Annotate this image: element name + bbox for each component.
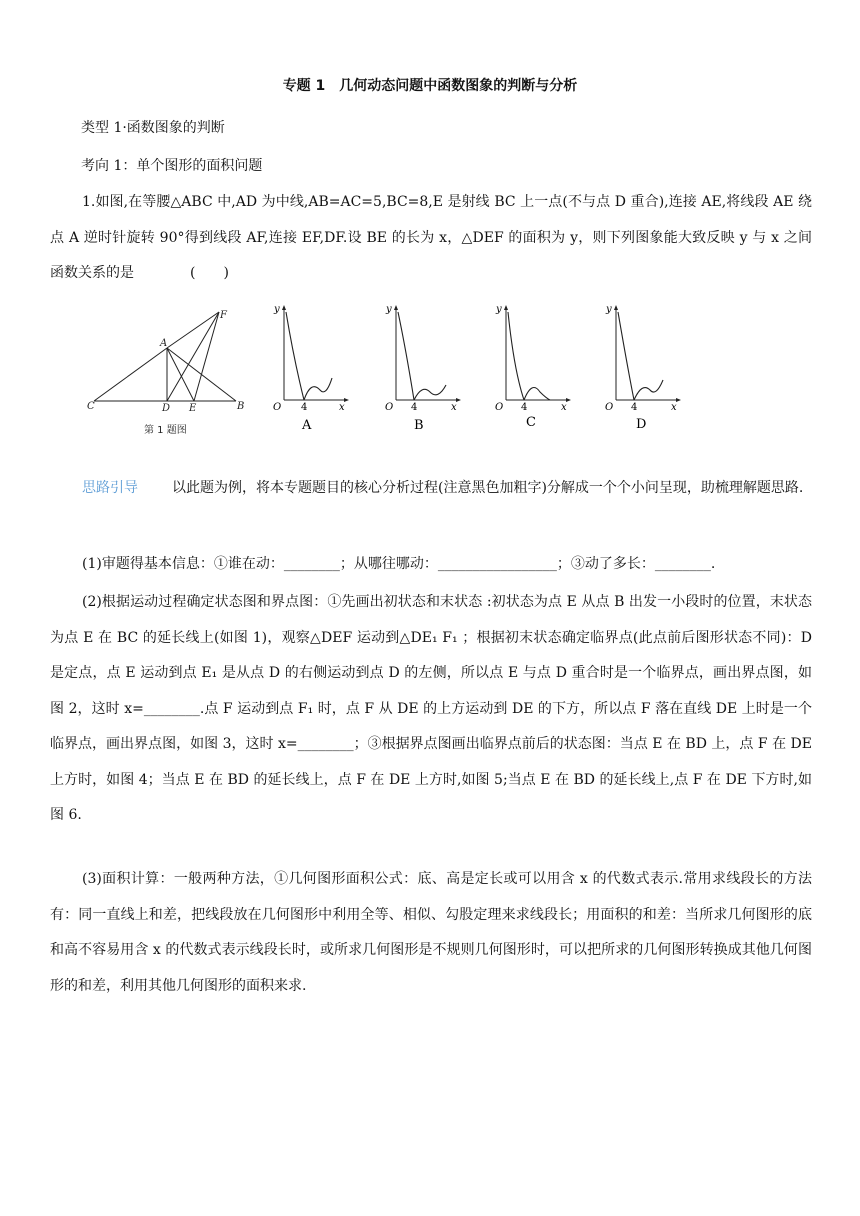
point-label-f: F [220, 310, 227, 321]
graph-d-origin-label: O [605, 402, 614, 413]
graph-b-x-label: x [451, 402, 457, 413]
graph-b-option-label: B [414, 418, 424, 433]
question-text [50, 185, 812, 292]
question-figures [84, 300, 694, 450]
graph-a [273, 304, 349, 433]
paragraph-2-text: (2)根据运动过程确定状态图和界点图：①先画出初状态和末状态 :初状态为点 E 从点 B 出发一小段时的位置，末状态为点 E 在 BC 的延长线上(如图 1)，观察△DEF 运动到△DE₁ F₁ ；根据初末状态确定临界点(此点前后图形状态不同)：D 是定点，点 E 运动到点 E₁ 是从点 D 的右侧运动到点 D 的左侧，所以点 E 与点 D 重合时是一个临界点，画出界点图，如图 2，这时 x=________.点 F 运动到点 F₁ 时，点 F 从 DE 的上方运动到 DE 的下方，所以点 F 落在直线 DE 上时是一个临界点，画出界点图，如图 3，这时 x=________；③根据界点图画出临界点前后的状态图：当点 E 在 BD 上，点 F 在 DE 上方时，如图 4；当点 E 在 BD 的延长线上，点 F 在 DE 上方时,如图 5;当点 E 在 BD 的延长线上,点 F 在 DE 下方时,如图 6. [50, 594, 812, 823]
point-label-b: B [237, 401, 245, 412]
graph-a-option-label: A [302, 418, 312, 433]
paragraph-3 [50, 862, 812, 1004]
graph-d-tick-label: 4 [631, 402, 638, 413]
graph-c-tick-label: 4 [521, 402, 528, 413]
graph-a-x-label: x [339, 402, 345, 413]
page-title: 专题 1 几何动态问题中函数图象的判断与分析 [282, 78, 578, 94]
point-label-a: A [160, 338, 168, 349]
direction-heading: 考向 1：单个图形的面积问题 [81, 158, 263, 174]
question-body: 1.如图,在等腰△ABC 中,AD 为中线,AB=AC=5,BC=8,E 是射线 BC 上一点(不与点 D 重合),连接 AE,将线段 AE 绕点 A 逆时针旋转 90°得到线段 AF,连接 EF,DF.设 BE 的长为 x，△DEF 的面积为 y，则下列图象能大致反映 y 与 x 之间函数关系的是 ( ) [50, 194, 812, 281]
graph-d-x-label: x [671, 402, 677, 413]
graph-d-option-label: D [636, 417, 647, 432]
graph-b-y-label: y [386, 304, 392, 315]
graph-d-y-label: y [606, 304, 612, 315]
figure-caption: 第 1 题图 [144, 425, 187, 436]
graph-c-x-label: x [561, 402, 567, 413]
graph-a-y-label: y [274, 304, 280, 315]
graph-c-origin-label: O [495, 402, 504, 413]
graph-a-tick-label: 4 [301, 402, 308, 413]
point-label-e: E [189, 403, 197, 414]
guide-label: 思路引导 [82, 480, 138, 496]
triangle-figure [94, 312, 236, 401]
graph-c [495, 304, 571, 430]
paragraph-2 [50, 585, 812, 834]
guide-paragraph [50, 471, 812, 507]
graph-a-origin-label: O [273, 402, 282, 413]
paragraph-1-text: (1)审题得基本信息：①谁在动：________；从哪往哪动：_________________；③动了多长：________. [82, 556, 716, 572]
type-heading: 类型 1·函数图象的判断 [81, 120, 225, 136]
graph-c-option-label: C [526, 415, 536, 430]
paragraph-1 [50, 547, 812, 583]
paragraph-3-text: (3)面积计算：一般两种方法，①几何图形面积公式：底、高是定长或可以用含 x 的代数式表示.常用求线段长的方法有：同一直线上和差，把线段放在几何图形中利用全等、相似、勾股定理来求线段长；用面积的和差：当所求几何图形的底和高不容易用含 x 的代数式表示线段长时，或所求几何图形是不规则几何图形时，可以把所求的几何图形转换成其他几何图形的和差，利用其他几何图形的面积来求. [50, 871, 812, 994]
point-label-c: C [87, 401, 95, 412]
graph-c-y-label: y [496, 304, 502, 315]
graph-b-tick-label: 4 [411, 402, 418, 413]
graph-b-origin-label: O [385, 402, 394, 413]
figures-svg [84, 300, 694, 450]
graph-b [385, 304, 461, 433]
point-label-d: D [162, 403, 171, 414]
graph-d [605, 304, 681, 432]
guide-text: 以此题为例，将本专题题目的核心分析过程(注意黑色加粗字)分解成一个个小问呈现，助梳理解题思路. [172, 480, 804, 496]
